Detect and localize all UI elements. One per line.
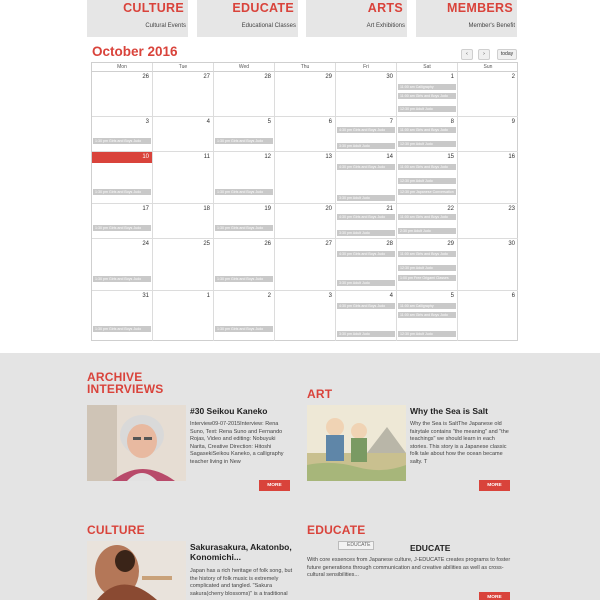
calendar-event[interactable]: 1:30 pm Girls and Boys Judo xyxy=(93,326,151,332)
day-number: 15 xyxy=(447,154,454,160)
day-cell[interactable] xyxy=(275,204,336,239)
day-cell[interactable] xyxy=(92,204,153,239)
day-cell[interactable] xyxy=(214,239,275,291)
day-number: 19 xyxy=(264,206,271,212)
more-button[interactable]: MORE xyxy=(479,592,510,600)
day-cell[interactable] xyxy=(397,239,458,291)
dow-header: Sat xyxy=(397,63,458,72)
calendar-event[interactable]: 1:30 pm Girls and Boys Judo xyxy=(215,276,273,282)
day-cell[interactable] xyxy=(214,152,275,204)
article-title[interactable]: #30 Seikou Kaneko xyxy=(190,406,268,416)
calendar-event[interactable]: 12:30 pm Adult Judo xyxy=(398,141,456,147)
day-cell[interactable] xyxy=(153,239,214,291)
dow-header: Mon xyxy=(92,63,153,72)
calendar-event[interactable]: 11:00 am Girls and Boys Judo xyxy=(398,127,456,133)
day-cell[interactable] xyxy=(92,239,153,291)
day-cell[interactable] xyxy=(275,239,336,291)
card-subtitle: Educational Classes xyxy=(241,23,296,29)
day-number: 1 xyxy=(450,74,454,80)
day-number: 27 xyxy=(203,74,210,80)
day-cell[interactable] xyxy=(214,204,275,239)
day-number: 18 xyxy=(203,206,210,212)
article-excerpt: With core essences from Japanese culture, J-EDUCATE creates programs to foster future generations through communication and creative abilities as well as cross-cultural sensibilities... xyxy=(307,557,511,579)
calendar-event[interactable]: 3:30 pm Adult Judo xyxy=(337,331,395,337)
day-number: 27 xyxy=(325,241,332,247)
calendar-event[interactable]: 11:00 am Girls and Boys Judo xyxy=(398,312,456,318)
day-number: 4 xyxy=(206,119,210,125)
day-number: 30 xyxy=(508,241,515,247)
day-number: 24 xyxy=(142,241,149,247)
article-title[interactable] xyxy=(190,542,292,562)
today-button[interactable]: today xyxy=(497,49,517,60)
card-subtitle: Member's Benefit xyxy=(468,23,515,29)
card-title: CULTURE xyxy=(123,1,184,15)
day-number: 26 xyxy=(264,241,271,247)
day-cell[interactable] xyxy=(153,72,214,117)
calendar-event[interactable]: 3:30 pm Adult Judo xyxy=(337,143,395,149)
day-number: 5 xyxy=(450,293,454,299)
calendar-event[interactable]: 11:00 am Girls and Boys Judo xyxy=(398,164,456,170)
day-number: 1 xyxy=(206,293,210,299)
day-cell[interactable] xyxy=(397,204,458,239)
day-number: 6 xyxy=(328,119,332,125)
day-cell[interactable] xyxy=(153,152,214,204)
day-number: 25 xyxy=(203,241,210,247)
members-card[interactable] xyxy=(416,0,517,37)
calendar-event[interactable]: 4:30 pm Girls and Boys Judo xyxy=(337,164,395,170)
day-cell[interactable] xyxy=(153,291,214,341)
day-cell[interactable] xyxy=(214,72,275,117)
calendar-event[interactable]: 1:30 pm Girls and Boys Judo xyxy=(215,189,273,195)
calendar-event[interactable]: 4:30 pm Girls and Boys Judo xyxy=(337,214,395,220)
article-excerpt: Interview09-07-2015Interview: Rena Suno, Text: Rena Suno and Fernando Rojas, Video and editing: Nobuyuki Narita, Creative Direction: Hitoshi SagasekiSeikou Kaneko, a calligraphy teacher living in New xyxy=(190,421,284,465)
day-number: 26 xyxy=(142,74,149,80)
card-title: ARTS xyxy=(367,1,403,15)
day-number: 17 xyxy=(142,206,149,212)
educate-image-placeholder[interactable]: EDUCATE xyxy=(338,541,374,550)
interview-photo[interactable] xyxy=(87,405,186,481)
day-cell[interactable] xyxy=(275,117,336,152)
day-number: 5 xyxy=(267,119,271,125)
day-number: 30 xyxy=(386,74,393,80)
calendar-event[interactable]: 11:00 am Calligraphy xyxy=(398,84,456,90)
card-title: EDUCATE xyxy=(232,1,294,15)
calendar-title: October 2016 xyxy=(92,44,178,59)
article-title-line: Sakurasakura, Akatonbo, xyxy=(190,542,292,552)
day-number: 29 xyxy=(325,74,332,80)
card-subtitle: Cultural Events xyxy=(145,23,186,29)
dow-header: Thu xyxy=(275,63,336,72)
day-cell[interactable] xyxy=(275,291,336,341)
calendar-event[interactable]: 11:00 am Girls and Boys Judo xyxy=(398,214,456,220)
calendar-event[interactable]: 3:30 pm Adult Judo xyxy=(337,280,395,286)
day-number: 28 xyxy=(264,74,271,80)
day-cell[interactable] xyxy=(397,152,458,204)
calendar-event[interactable]: 1:30 pm Girls and Boys Judo xyxy=(93,276,151,282)
calendar-event[interactable]: 1:00 pm Free Origami Classes xyxy=(398,275,456,281)
culture-photo[interactable] xyxy=(87,541,186,600)
prev-month-button[interactable]: ‹ xyxy=(461,49,473,60)
arts-card[interactable] xyxy=(306,0,407,37)
day-number: 20 xyxy=(325,206,332,212)
day-number: 28 xyxy=(386,241,393,247)
day-cell[interactable] xyxy=(153,117,214,152)
day-cell[interactable] xyxy=(336,204,397,239)
top-cards xyxy=(87,0,517,37)
calendar-grid xyxy=(91,62,518,341)
calendar-event[interactable]: 3:30 pm Adult Judo xyxy=(337,195,395,201)
day-cell[interactable] xyxy=(336,117,397,152)
culture-card[interactable] xyxy=(87,0,188,37)
day-cell[interactable] xyxy=(153,204,214,239)
day-number: 7 xyxy=(389,119,393,125)
day-cell[interactable] xyxy=(336,72,397,117)
educate-card[interactable] xyxy=(197,0,298,37)
dow-header: Tue xyxy=(153,63,214,72)
day-cell[interactable] xyxy=(275,152,336,204)
art-photo[interactable] xyxy=(307,405,406,481)
day-cell[interactable] xyxy=(336,239,397,291)
calendar-event[interactable]: 3:30 pm Adult Judo xyxy=(337,230,395,236)
day-cell[interactable] xyxy=(397,72,458,117)
day-number: 10 xyxy=(142,154,149,160)
calendar-event[interactable]: 12:30 pm Adult Judo xyxy=(398,106,456,112)
day-cell[interactable] xyxy=(458,204,518,239)
more-button[interactable]: MORE xyxy=(479,480,510,491)
dow-header: Sun xyxy=(458,63,518,72)
day-cell[interactable] xyxy=(458,117,518,152)
day-cell[interactable] xyxy=(214,291,275,341)
educate-heading[interactable]: EDUCATE xyxy=(307,523,366,537)
culture-heading[interactable]: CULTURE xyxy=(87,523,145,537)
day-cell[interactable] xyxy=(397,291,458,341)
day-cell[interactable] xyxy=(92,291,153,341)
calendar-event[interactable]: 12:30 pm Japanese Conversation xyxy=(398,189,456,195)
day-number: 2 xyxy=(511,74,515,80)
heading-line: ARCHIVE xyxy=(87,370,143,384)
day-cell[interactable] xyxy=(92,117,153,152)
day-cell[interactable] xyxy=(214,117,275,152)
calendar-event[interactable]: 1:30 pm Girls and Boys Judo xyxy=(215,138,273,144)
day-number: 2 xyxy=(267,293,271,299)
day-cell[interactable] xyxy=(92,152,153,204)
card-title: MEMBERS xyxy=(447,1,513,15)
calendar-event[interactable]: 1:30 pm Girls and Boys Judo xyxy=(93,138,151,144)
portrait-image-icon xyxy=(87,405,186,481)
dow-header: Wed xyxy=(214,63,275,72)
art-heading[interactable]: ART xyxy=(307,387,333,401)
calendar-event[interactable]: 1:30 pm Girls and Boys Judo xyxy=(93,189,151,195)
calendar-event[interactable]: 11:00 am Girls and Boys Judo xyxy=(398,251,456,257)
more-button[interactable]: MORE xyxy=(259,480,290,491)
calendar-event[interactable]: 12:30 pm Adult Judo xyxy=(398,265,456,271)
calendar-event[interactable]: 4:30 pm Girls and Boys Judo xyxy=(337,127,395,133)
illustration-image-icon xyxy=(307,405,406,481)
article-title[interactable]: Why the Sea is Salt xyxy=(410,406,488,416)
today-highlight xyxy=(92,152,152,163)
day-number: 3 xyxy=(145,119,149,125)
article-title[interactable]: EDUCATE xyxy=(410,543,451,553)
calendar-event[interactable]: 1:30 pm Girls and Boys Judo xyxy=(215,225,273,231)
day-number: 3 xyxy=(328,293,332,299)
day-number: 22 xyxy=(447,206,454,212)
archive-interviews-heading[interactable] xyxy=(87,371,163,395)
calendar-event[interactable]: 11:00 am Calligraphy xyxy=(398,303,456,309)
day-number: 4 xyxy=(389,293,393,299)
content-section xyxy=(0,353,600,600)
calendar-event[interactable]: 4:30 pm Girls and Boys Judo xyxy=(337,251,395,257)
day-number: 12 xyxy=(264,154,271,160)
calendar-event[interactable]: 12:30 pm Adult Judo xyxy=(398,178,456,184)
next-month-button[interactable]: › xyxy=(478,49,490,60)
heading-line: INTERVIEWS xyxy=(87,382,164,396)
day-cell[interactable] xyxy=(458,291,518,341)
calendar-event[interactable]: 2:30 pm Adult Judo xyxy=(398,228,456,234)
photo-image-icon xyxy=(87,541,186,600)
article-excerpt: Why the Sea is SaltThe Japanese old fairytale contains "the meaning" and "the teachings" we should learn in each stories. This story is a Japanese classic folk tale about how the ocean became salty. T xyxy=(410,421,509,465)
day-cell[interactable] xyxy=(458,72,518,117)
day-number: 9 xyxy=(511,119,515,125)
calendar-event[interactable]: 11:00 am Girls and Boys Judo xyxy=(398,93,456,99)
calendar-event[interactable]: 12:30 pm Adult Judo xyxy=(398,331,456,337)
dow-header: Fri xyxy=(336,63,397,72)
day-number: 6 xyxy=(511,293,515,299)
card-subtitle: Art Exhibitions xyxy=(366,23,405,29)
calendar-event[interactable]: 1:30 pm Girls and Boys Judo xyxy=(215,326,273,332)
day-number: 29 xyxy=(447,241,454,247)
day-number: 21 xyxy=(386,206,393,212)
day-cell[interactable] xyxy=(275,72,336,117)
day-cell[interactable] xyxy=(458,152,518,204)
calendar-day-headers xyxy=(92,63,517,72)
day-cell[interactable] xyxy=(336,152,397,204)
calendar-event[interactable]: 4:30 pm Girls and Boys Judo xyxy=(337,303,395,309)
day-cell[interactable] xyxy=(458,239,518,291)
day-cell[interactable] xyxy=(92,72,153,117)
day-number: 8 xyxy=(450,119,454,125)
day-number: 23 xyxy=(508,206,515,212)
day-cell[interactable] xyxy=(397,117,458,152)
day-number: 13 xyxy=(325,154,332,160)
day-number: 31 xyxy=(142,293,149,299)
day-number: 11 xyxy=(203,154,210,160)
article-excerpt: Japan has a rich heritage of folk song, but the history of folk music is extremely complicated and tangled. "Sakura sakura(cherry blossoms)" is a traditional xyxy=(190,568,293,597)
calendar-event[interactable]: 1:30 pm Girls and Boys Judo xyxy=(93,225,151,231)
article-title-line: Konomichi... xyxy=(190,552,241,562)
day-number: 14 xyxy=(386,154,393,160)
day-cell[interactable] xyxy=(336,291,397,341)
day-number: 16 xyxy=(508,154,515,160)
